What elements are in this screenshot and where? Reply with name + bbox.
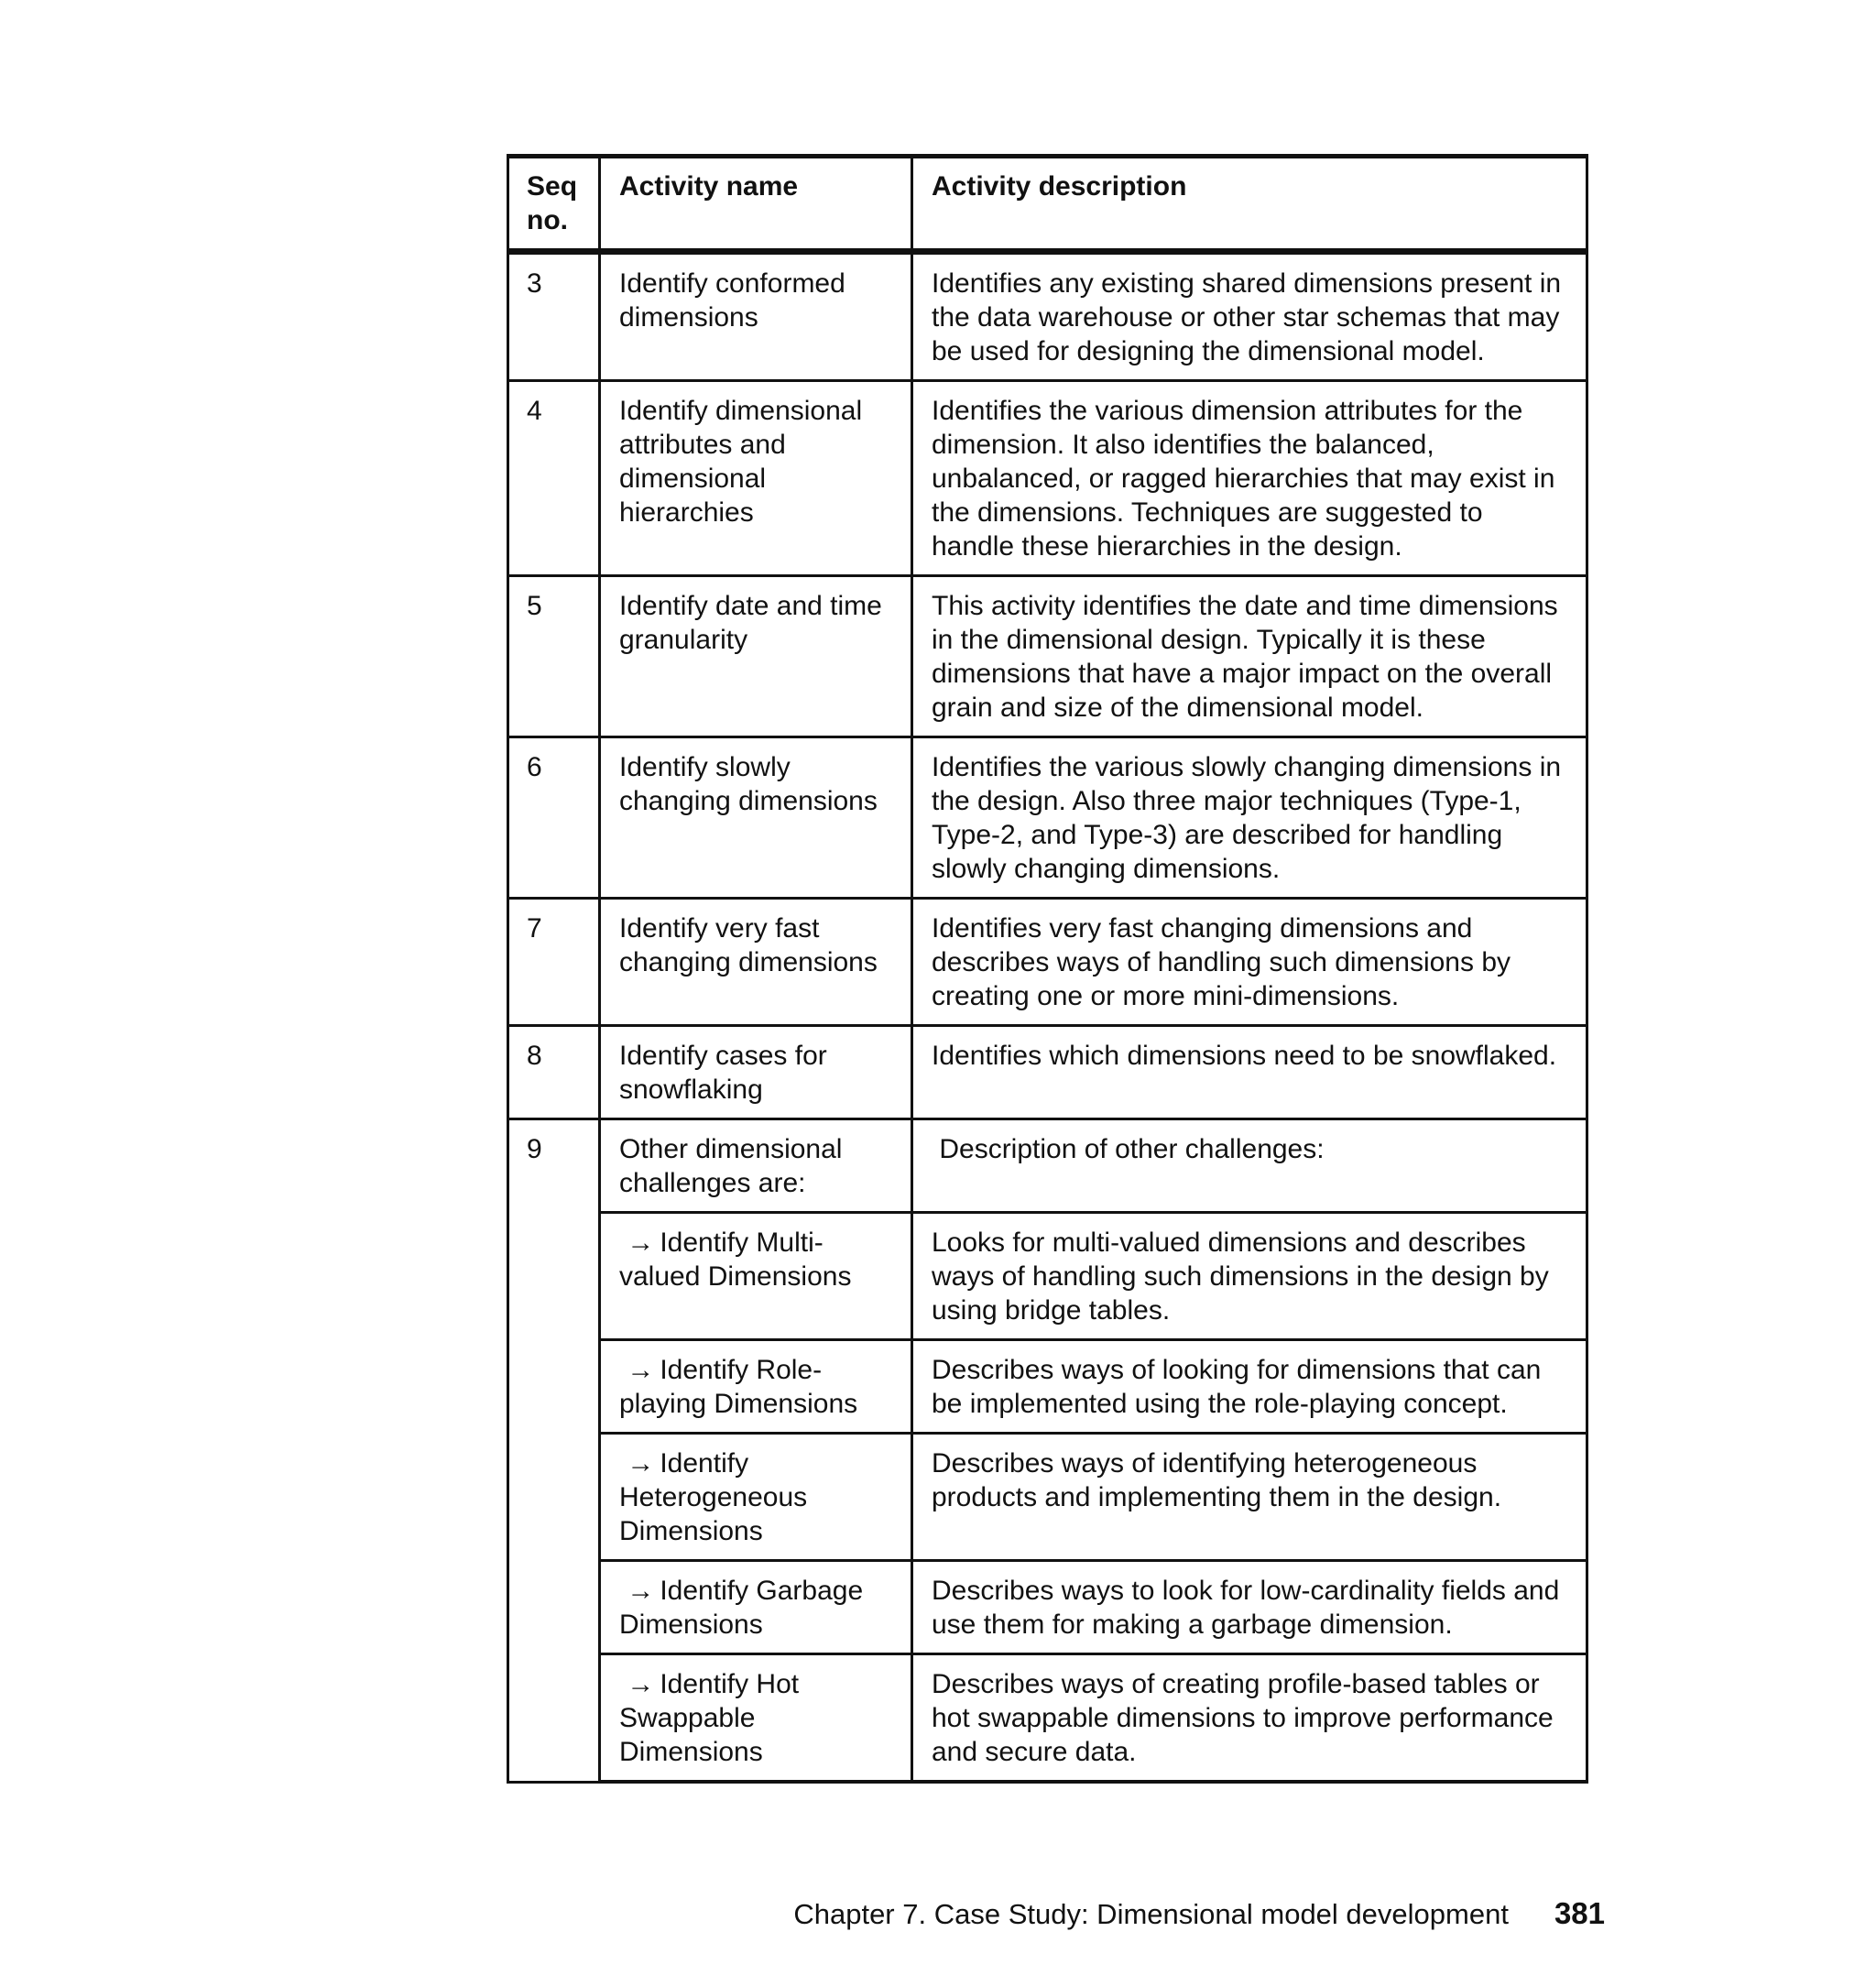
seq-cell: 8 bbox=[508, 1026, 600, 1119]
arrow-right-icon: → bbox=[627, 1669, 655, 1699]
seq-cell: 6 bbox=[508, 737, 600, 899]
sub-activity-name: Identify Garbage Dimensions bbox=[619, 1576, 864, 1640]
seq-cell: 9 bbox=[508, 1119, 600, 1783]
header-activity-description: Activity description bbox=[912, 157, 1587, 252]
activity-name-cell: Identify cases for snowflaking bbox=[600, 1026, 912, 1119]
activity-description-cell bbox=[912, 1119, 1587, 1213]
arrow-right-icon: → bbox=[627, 1355, 655, 1385]
seq-cell: 7 bbox=[508, 899, 600, 1026]
sub-activity-row bbox=[508, 1561, 1587, 1654]
table-row bbox=[508, 899, 1587, 1026]
sub-activity-name-cell bbox=[600, 1654, 912, 1783]
table-row bbox=[508, 737, 1587, 899]
header-seq-no: Seq no. bbox=[508, 157, 600, 252]
sub-activity-name: Identify Heterogeneous Dimensions bbox=[619, 1448, 808, 1546]
sub-activity-name: Identify Role-playing Dimensions bbox=[619, 1355, 858, 1419]
activity-description-cell: Identifies the various slowly changing dimensions in the design. Also three major techniques (Type-1, Type-2, and Type-3) are described for handling slowly changing dimensions. bbox=[912, 737, 1587, 899]
sub-activity-name-cell bbox=[600, 1213, 912, 1340]
activity-description-cell: Identifies which dimensions need to be snowflaked. bbox=[912, 1026, 1587, 1119]
activity-description-cell: Identifies the various dimension attributes for the dimension. It also identifies the balanced, unbalanced, or ragged hierarchies that may exist in the dimensions. Techniques are suggested to handle these hierarchies in the design. bbox=[912, 381, 1587, 576]
table-row bbox=[508, 1026, 1587, 1119]
seq-cell: 5 bbox=[508, 576, 600, 737]
table-row bbox=[508, 576, 1587, 737]
sub-activity-description-cell: Describes ways of creating profile-based tables or hot swappable dimensions to improve performance and secure data. bbox=[912, 1654, 1587, 1783]
sub-activity-row bbox=[508, 1434, 1587, 1561]
sub-activity-row bbox=[508, 1340, 1587, 1434]
seq-cell: 3 bbox=[508, 252, 600, 381]
activity-description-cell: Identifies any existing shared dimensions present in the data warehouse or other star schemas that may be used for designing the dimensional model. bbox=[912, 252, 1587, 381]
sub-activity-name-cell bbox=[600, 1561, 912, 1654]
activity-description-text: Description of other challenges: bbox=[939, 1134, 1325, 1164]
arrow-right-icon: → bbox=[627, 1576, 655, 1606]
table-row bbox=[508, 252, 1587, 381]
sub-activity-description-cell: Describes ways of looking for dimensions that can be implemented using the role-playing concept. bbox=[912, 1340, 1587, 1434]
sub-activity-name-cell bbox=[600, 1340, 912, 1434]
header-activity-name: Activity name bbox=[600, 157, 912, 252]
activity-name-cell: Identify conformed dimensions bbox=[600, 252, 912, 381]
activity-name-cell: Identify dimensional attributes and dimensional hierarchies bbox=[600, 381, 912, 576]
sub-activity-description-cell: Looks for multi-valued dimensions and describes ways of handling such dimensions in the design by using bridge tables. bbox=[912, 1213, 1587, 1340]
table-row bbox=[508, 381, 1587, 576]
arrow-right-icon: → bbox=[627, 1228, 655, 1258]
table-row bbox=[508, 1119, 1587, 1213]
sub-activity-name: Identify Multi-valued Dimensions bbox=[619, 1228, 852, 1292]
table-header-row bbox=[508, 157, 1587, 252]
sub-activity-description-cell: Describes ways of identifying heterogeneous products and implementing them in the design. bbox=[912, 1434, 1587, 1561]
activity-table bbox=[507, 154, 1588, 1784]
activity-name-cell: Identify very fast changing dimensions bbox=[600, 899, 912, 1026]
activity-name-cell: Other dimensional challenges are: bbox=[600, 1119, 912, 1213]
activity-description-cell: Identifies very fast changing dimensions and describes ways of handling such dimensions by creating one or more mini-dimensions. bbox=[912, 899, 1587, 1026]
activity-description-cell: This activity identifies the date and time dimensions in the dimensional design. Typically it is these dimensions that have a major impact on the overall grain and size of the dimensional model. bbox=[912, 576, 1587, 737]
sub-activity-row bbox=[508, 1213, 1587, 1340]
activity-name-cell: Identify slowly changing dimensions bbox=[600, 737, 912, 899]
sub-activity-name: Identify Hot Swappable Dimensions bbox=[619, 1669, 800, 1767]
page-footer bbox=[0, 1895, 1605, 1933]
arrow-right-icon: → bbox=[627, 1448, 655, 1479]
activity-name-cell: Identify date and time granularity bbox=[600, 576, 912, 737]
page-number: 381 bbox=[1554, 1896, 1605, 1930]
sub-activity-name-cell bbox=[600, 1434, 912, 1561]
chapter-title: Chapter 7. Case Study: Dimensional model development bbox=[793, 1898, 1509, 1930]
seq-cell: 4 bbox=[508, 381, 600, 576]
sub-activity-row bbox=[508, 1654, 1587, 1783]
sub-activity-description-cell: Describes ways to look for low-cardinality fields and use them for making a garbage dimension. bbox=[912, 1561, 1587, 1654]
